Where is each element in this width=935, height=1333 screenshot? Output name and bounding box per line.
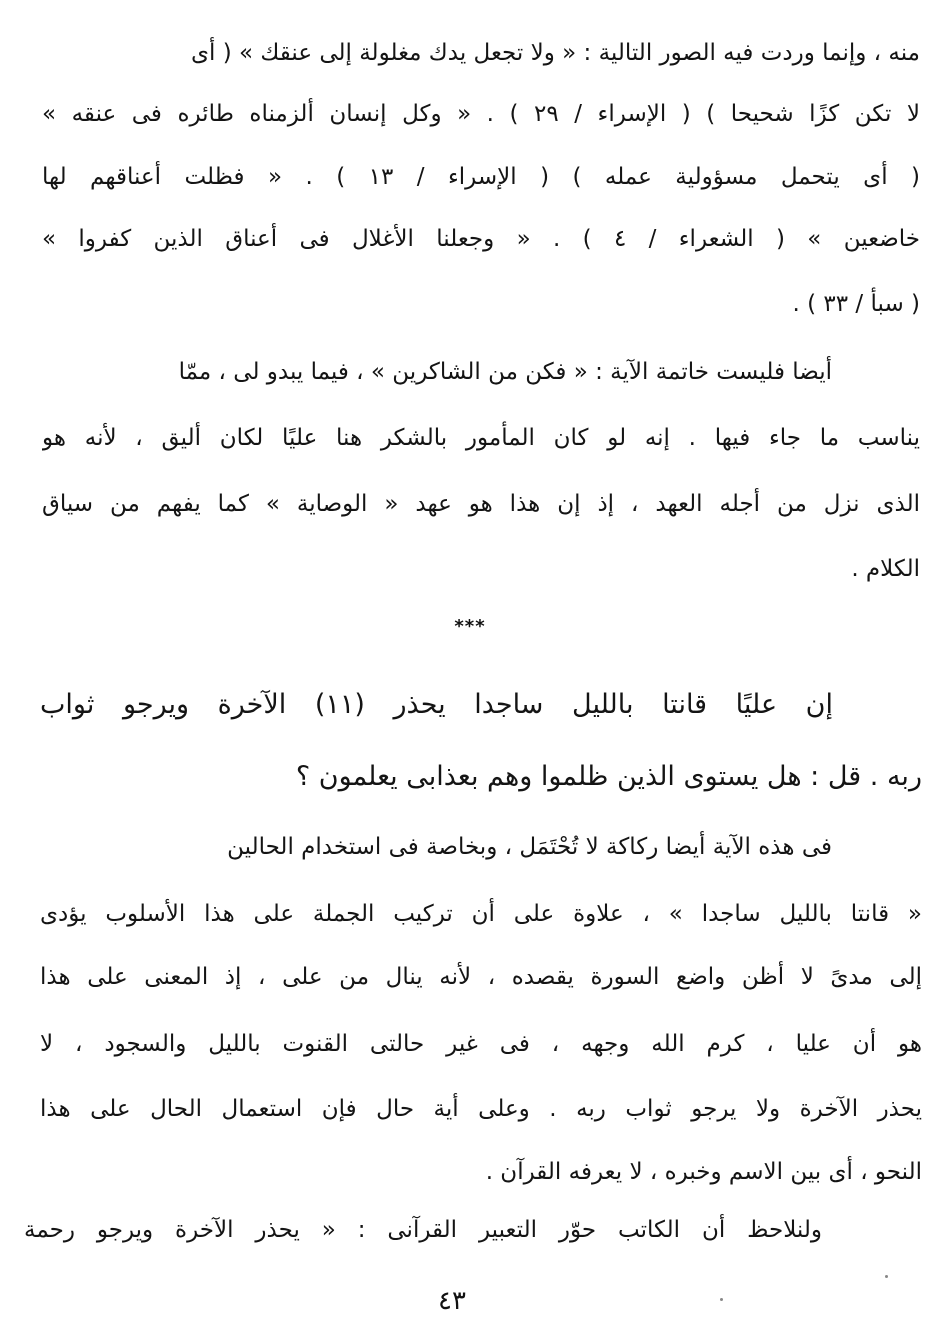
page-number: ٤٣ <box>438 1286 466 1316</box>
verse-line: ربه . قل : هل يستوى الذين ظلموا وهم بعذابى يعلمون ؟ <box>295 761 922 792</box>
text-line: ( سبأ / ٣٣ ) . <box>792 291 920 317</box>
section-separator: *** <box>454 616 486 637</box>
text-line: منه ، وإنما وردت فيه الصور التالية : « ولا تجعل يدك مغلولة إلى عنقك » ( أى <box>190 40 920 66</box>
text-line: « قانتا بالليل ساجدا » ، علاوة على أن تركيب الجملة على هذا الأسلوب يؤدى <box>40 901 922 927</box>
text-line: الكلام . <box>851 556 920 582</box>
text-line: الذى نزل من أجله العهد ، إذ إن هذا هو عهد « الوصاية » كما يفهم من سياق <box>42 491 920 517</box>
text-line: فى هذه الآية أيضا ركاكة لا تُحْتَمَل ، وبخاصة فى استخدام الحالين <box>227 834 832 860</box>
text-line: إلى مدىً لا أظن واضع السورة يقصده ، لأنه ينال من على ، إذ المعنى على هذا <box>40 964 922 990</box>
text-line: لا تكن كزًا شحيحا ) ( الإسراء / ٢٩ ) . « وكل إنسان ألزمناه طائره فى عنقه » <box>42 101 920 127</box>
scan-speck <box>720 1298 723 1301</box>
text-line: يناسب ما جاء فيها . إنه لو كان المأمور بالشكر هنا عليًا لكان أليق ، لأنه هو <box>42 425 920 451</box>
scan-speck <box>885 1275 888 1278</box>
verse-line: إن عليًا قانتا بالليل ساجدا يحذر (١١) الآخرة ويرجو ثواب <box>40 689 833 720</box>
text-line: يحذر الآخرة ولا يرجو ثواب ربه . وعلى أية حال فإن استعمال الحال على هذا <box>40 1096 922 1122</box>
text-line: ( أى يتحمل مسؤولية عمله ) ( الإسراء / ١٣ ) . « فظلت أعناقهم لها <box>42 164 920 190</box>
text-line: هو أن عليا ، كرم الله وجهه ، فى غير حالتى القنوت بالليل والسجود ، لا <box>40 1031 922 1057</box>
text-line: أيضا فليست خاتمة الآية : « فكن من الشاكرين » ، فيما يبدو لى ، ممّا <box>178 359 832 385</box>
text-line: خاضعين » ( الشعراء / ٤ ) . « وجعلنا الأغلال فى أعناق الذين كفروا » <box>42 226 920 252</box>
text-line: ولنلاحظ أن الكاتب حوّر التعبير القرآنى : « يحذر الآخرة ويرجو رحمة <box>24 1217 822 1243</box>
text-line: النحو ، أى بين الاسم وخبره ، لا يعرفه القرآن . <box>485 1159 922 1185</box>
